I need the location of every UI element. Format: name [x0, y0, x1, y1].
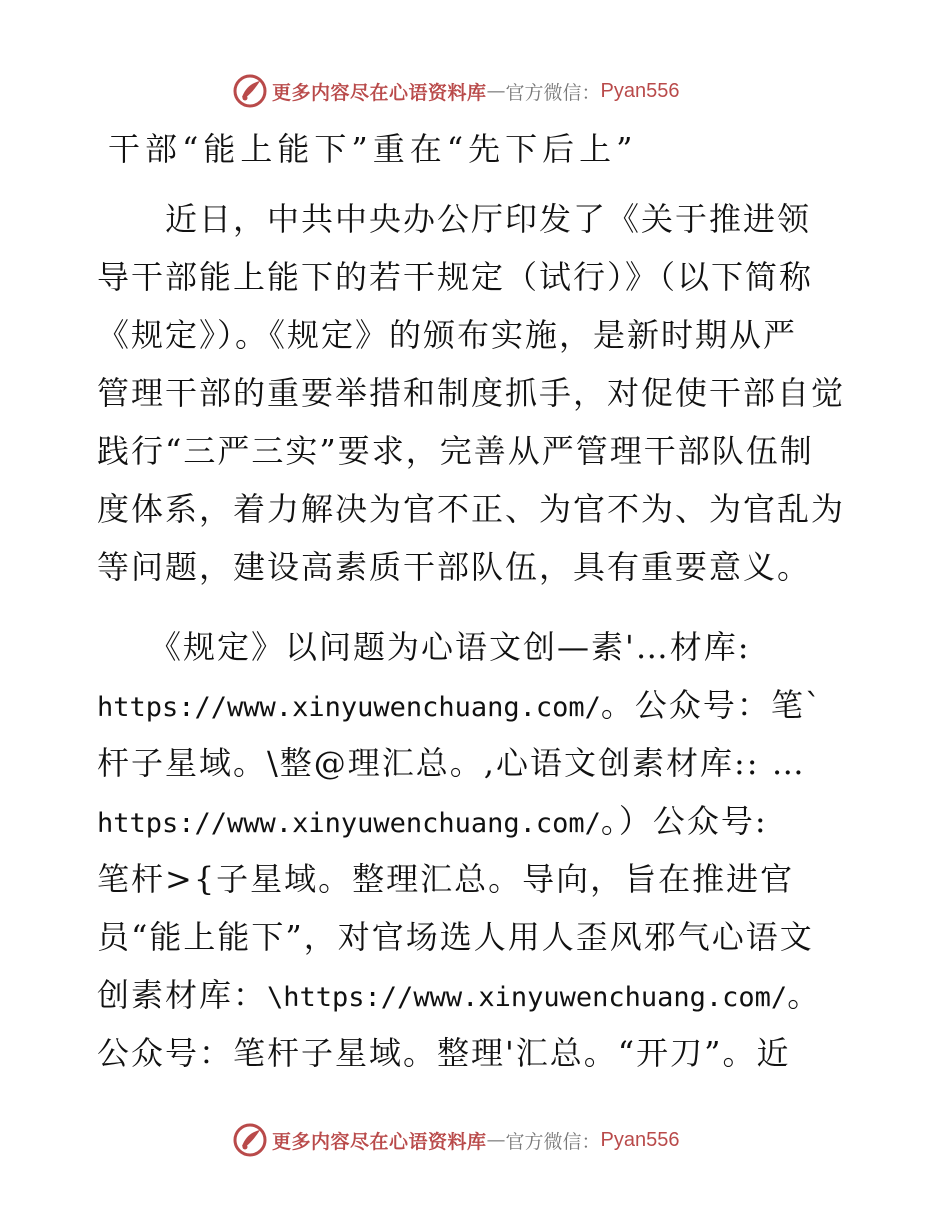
line-text: 。公众号：笔`: [600, 686, 823, 724]
watermark-dash: —: [486, 1129, 506, 1151]
watermark-text: 更多内容尽在心语资料库: [272, 1130, 487, 1153]
paragraph-line: 践行“三严三实”要求，完善从严管理干部队伍制: [97, 432, 814, 470]
page-title: 干部“能上能下”重在“先下后上”: [108, 130, 638, 168]
watermark-dash: —: [486, 80, 506, 102]
line-text: 创素材库：: [97, 976, 268, 1014]
line-text: 。）公众号:: [600, 802, 768, 840]
paragraph-line: 《规定》以问题为心语文创—素'…材库:: [97, 628, 751, 666]
logo-icon: [232, 1122, 268, 1158]
watermark-text: 更多内容尽在心语资料库: [272, 81, 487, 104]
paragraph-line: [97, 676, 857, 734]
paragraph-line: [97, 966, 857, 1024]
watermark-wechat-label: 官方微信：: [505, 1130, 601, 1153]
paragraph-1: [97, 190, 857, 596]
watermark-wechat-id: Pyan556: [600, 1128, 680, 1151]
footer-watermark: [232, 1122, 680, 1158]
paragraph-line: 《规定》）。《规定》的颁布实施，是新时期从严: [97, 316, 798, 354]
paragraph-line: 等问题，建设高素质干部队伍，具有重要意义。: [97, 548, 812, 586]
url-text: https://www.xinyuwenchuang.com/: [97, 808, 601, 839]
url-text: https://www.xinyuwenchuang.com/: [97, 692, 601, 723]
url-text: \https://www.xinyuwenchuang.com/: [267, 982, 788, 1013]
paragraph-line: 管理干部的重要举措和制度抓手，对促使干部自觉: [97, 374, 846, 412]
watermark-wechat-label: 官方微信：: [505, 81, 601, 104]
paragraph-line: [97, 792, 857, 850]
paragraph-line: 导干部能上能下的若干规定（试行）》（以下简称: [97, 258, 814, 296]
paragraph-line: 近日，中共中央办公厅印发了《关于推进领: [97, 200, 812, 238]
paragraph-2: [97, 618, 857, 1082]
line-text: 。: [787, 976, 822, 1014]
paragraph-line: 杆子星域。\整@理汇总。,心语文创素材库:: …: [97, 744, 806, 782]
paragraph-line: 度体系，着力解决为官不正、为官不为、为官乱为: [97, 490, 846, 528]
paragraph-line: 公众号：笔杆子星域。整理'汇总。“开刀”。近: [97, 1034, 791, 1072]
logo-icon: [232, 73, 268, 109]
paragraph-line: 笔杆>{子星域。整理汇总。导向，旨在推进官: [97, 860, 795, 898]
watermark-wechat-id: Pyan556: [600, 79, 680, 102]
header-watermark: [232, 73, 680, 109]
paragraph-line: 员“能上能下”，对官场选人用人歪风邪气心语文: [97, 918, 814, 956]
